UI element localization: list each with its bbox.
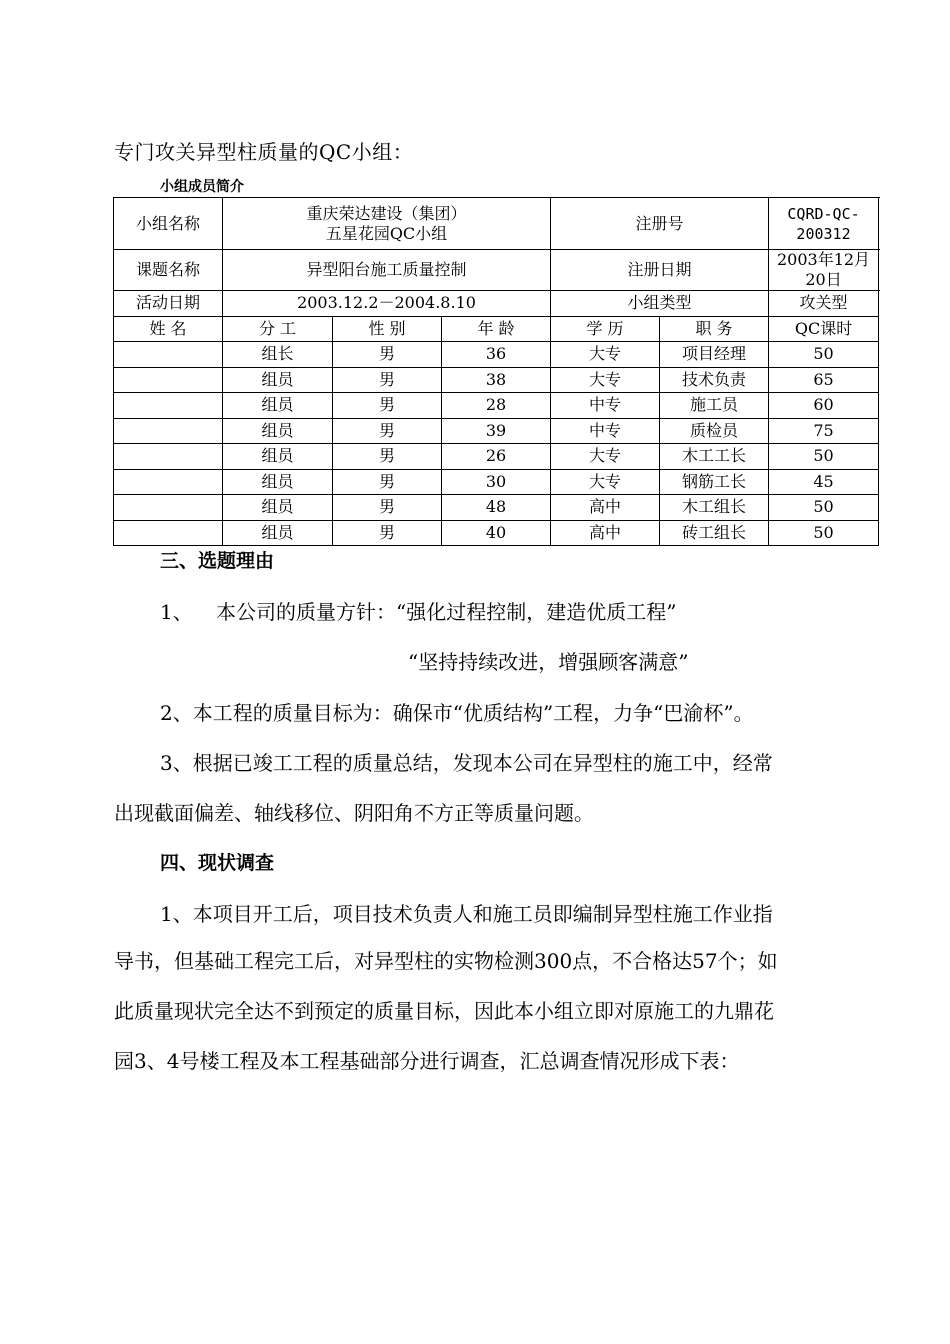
- column-header-row: [114, 316, 879, 342]
- member-duty-cell: 质检员: [660, 418, 769, 444]
- member-name-cell: [114, 342, 223, 368]
- member-age-cell: 28: [442, 393, 551, 419]
- table-row: [114, 520, 879, 546]
- member-edu-cell: 高中: [551, 495, 660, 521]
- member-name-cell: [114, 393, 223, 419]
- member-gender-cell: 男: [333, 367, 442, 393]
- section3-p3-line1: 3、根据已竣工工程的质量总结，发现本公司在异型柱的施工中，经常: [160, 751, 773, 775]
- info-row-topic: [114, 250, 879, 291]
- member-hours-cell: 45: [769, 469, 879, 495]
- section3-p3-line2: 出现截面偏差、轴线移位、阴阳角不方正等质量问题。: [114, 801, 594, 825]
- section3-heading: 三、选题理由: [160, 550, 275, 572]
- member-name-cell: [114, 495, 223, 521]
- member-name-cell: [114, 444, 223, 470]
- reg-date-cell: 2003年12月20日: [769, 250, 879, 291]
- member-hours-cell: 50: [769, 342, 879, 368]
- section3-p1-cont: “坚持持续改进，增强顾客满意”: [408, 650, 689, 674]
- member-edu-cell: 大专: [551, 469, 660, 495]
- member-age-cell: 36: [442, 342, 551, 368]
- member-age-cell: 38: [442, 367, 551, 393]
- table-caption: 小组成员简介: [160, 179, 244, 195]
- member-edu-cell: 中专: [551, 418, 660, 444]
- info-row-activity: [114, 291, 879, 317]
- member-hours-cell: 60: [769, 393, 879, 419]
- member-duty-cell: 技术负责: [660, 367, 769, 393]
- type-cell: 攻关型: [769, 291, 879, 317]
- member-name-cell: [114, 367, 223, 393]
- member-duty-cell: 木工组长: [660, 495, 769, 521]
- member-name-cell: [114, 469, 223, 495]
- member-gender-cell: 男: [333, 520, 442, 546]
- reg-no-cell: CQRD-QC-200312: [769, 198, 879, 250]
- member-edu-cell: 中专: [551, 393, 660, 419]
- table-row: [114, 393, 879, 419]
- section4-heading: 四、现状调查: [160, 852, 275, 874]
- member-edu-cell: 大专: [551, 367, 660, 393]
- member-role-cell: 组员: [223, 520, 333, 546]
- member-name-cell: [114, 520, 223, 546]
- label-cell: 注册号: [551, 198, 769, 250]
- table-row: [114, 495, 879, 521]
- label-cell: 小组名称: [114, 198, 223, 250]
- section4-p1-line2: 导书，但基础工程完工后，对异型柱的实物检测300点，不合格达57个；如: [114, 949, 778, 973]
- qc-team-table: [113, 197, 879, 546]
- group-name-line1: 重庆荣达建设（集团）: [306, 203, 467, 223]
- member-age-cell: 39: [442, 418, 551, 444]
- member-gender-cell: 男: [333, 495, 442, 521]
- member-age-cell: 48: [442, 495, 551, 521]
- member-role-cell: 组员: [223, 418, 333, 444]
- member-edu-cell: 大专: [551, 342, 660, 368]
- label-cell: 注册日期: [551, 250, 769, 291]
- table-row: [114, 342, 879, 368]
- member-role-cell: 组员: [223, 495, 333, 521]
- member-role-cell: 组员: [223, 469, 333, 495]
- member-age-cell: 40: [442, 520, 551, 546]
- member-gender-cell: 男: [333, 342, 442, 368]
- label-cell: 课题名称: [114, 250, 223, 291]
- member-duty-cell: 钢筋工长: [660, 469, 769, 495]
- column-header: 性 别: [333, 316, 442, 342]
- member-role-cell: 组员: [223, 393, 333, 419]
- member-duty-cell: 砖工组长: [660, 520, 769, 546]
- section4-p1-line1: 1、本项目开工后，项目技术负责人和施工员即编制异型柱施工作业指: [160, 902, 773, 926]
- section3-p1-num: 1、: [160, 600, 193, 624]
- member-hours-cell: 50: [769, 495, 879, 521]
- column-header: 职 务: [660, 316, 769, 342]
- table-row: [114, 367, 879, 393]
- member-hours-cell: 65: [769, 367, 879, 393]
- section3-p1: 本公司的质量方针：“强化过程控制，建造优质工程”: [216, 600, 677, 624]
- column-header: QC课时: [769, 316, 879, 342]
- member-gender-cell: 男: [333, 469, 442, 495]
- member-hours-cell: 75: [769, 418, 879, 444]
- member-edu-cell: 高中: [551, 520, 660, 546]
- intro-text: 专门攻关异型柱质量的QC小组：: [114, 140, 414, 164]
- member-role-cell: 组长: [223, 342, 333, 368]
- member-name-cell: [114, 418, 223, 444]
- member-gender-cell: 男: [333, 418, 442, 444]
- member-age-cell: 30: [442, 469, 551, 495]
- group-name-cell: [223, 198, 551, 250]
- section4-p1-line3: 此质量现状完全达不到预定的质量目标，因此本小组立即对原施工的九鼎花: [114, 999, 774, 1023]
- column-header: 学 历: [551, 316, 660, 342]
- label-cell: 小组类型: [551, 291, 769, 317]
- member-duty-cell: 木工工长: [660, 444, 769, 470]
- group-name-line2: 五星花园QC小组: [325, 223, 448, 243]
- member-hours-cell: 50: [769, 444, 879, 470]
- member-role-cell: 组员: [223, 444, 333, 470]
- table-row: [114, 469, 879, 495]
- section4-p1-line4: 园3、4号楼工程及本工程基础部分进行调查，汇总调查情况形成下表：: [114, 1049, 740, 1073]
- member-edu-cell: 大专: [551, 444, 660, 470]
- member-gender-cell: 男: [333, 444, 442, 470]
- member-age-cell: 26: [442, 444, 551, 470]
- column-header: 姓 名: [114, 316, 223, 342]
- member-hours-cell: 50: [769, 520, 879, 546]
- activity-cell: 2003.12.2－2004.8.10: [223, 291, 551, 317]
- label-cell: 活动日期: [114, 291, 223, 317]
- member-role-cell: 组员: [223, 367, 333, 393]
- column-header: 年 龄: [442, 316, 551, 342]
- section3-p2: 2、本工程的质量目标为：确保市“优质结构”工程，力争“巴渝杯”。: [160, 701, 754, 725]
- table-row: [114, 418, 879, 444]
- table-row: [114, 444, 879, 470]
- member-gender-cell: 男: [333, 393, 442, 419]
- member-duty-cell: 项目经理: [660, 342, 769, 368]
- topic-cell: 异型阳台施工质量控制: [223, 250, 551, 291]
- column-header: 分 工: [223, 316, 333, 342]
- info-row-name: [114, 198, 879, 250]
- member-duty-cell: 施工员: [660, 393, 769, 419]
